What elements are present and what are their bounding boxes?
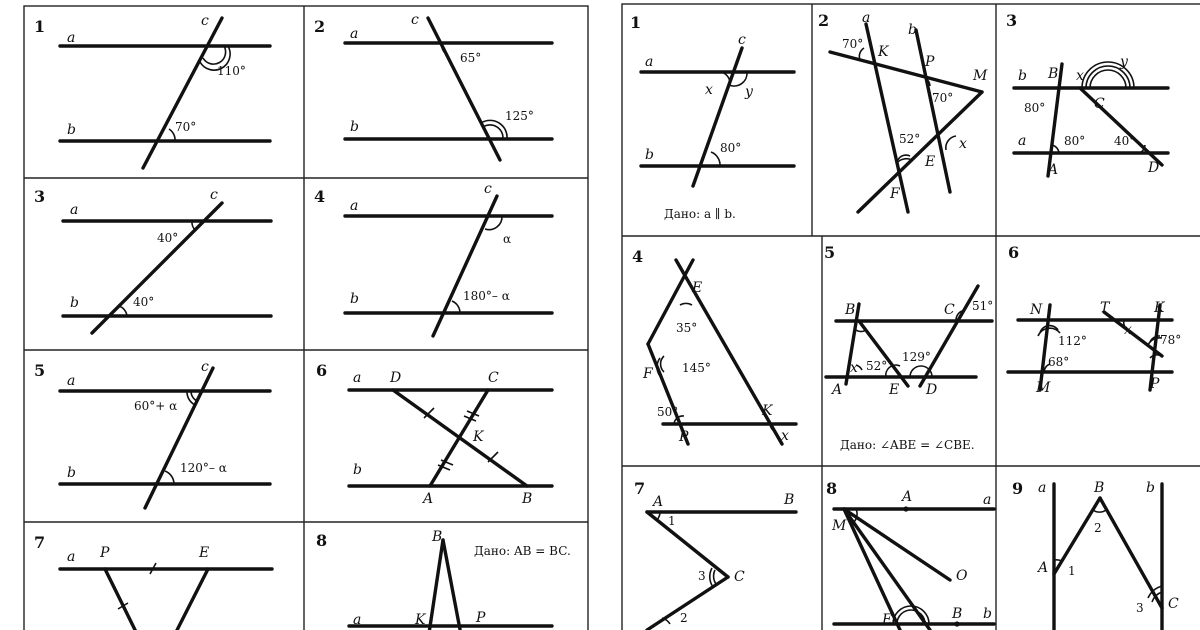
line-label-c: c <box>201 359 209 375</box>
point-label-F: F <box>643 366 653 382</box>
line-label-a: a <box>67 30 76 46</box>
point-label-K: K <box>762 403 773 419</box>
angle-label-x: x <box>850 360 858 376</box>
point-label-C: C <box>944 302 955 318</box>
angle-number-1: 1 <box>668 514 676 528</box>
point-label-E: E <box>199 545 210 561</box>
line-label-c: c <box>201 13 209 29</box>
point-label-E: E <box>889 382 900 398</box>
line-label-a: a <box>67 549 76 565</box>
line-label-a: a <box>70 202 79 218</box>
line-label-a: a <box>353 370 362 386</box>
left-problem-1 <box>34 13 270 168</box>
point-label-P: P <box>679 429 689 445</box>
angle-label-x: x <box>781 428 789 444</box>
angle-label: α <box>503 232 512 246</box>
point-label-P: P <box>476 610 486 626</box>
angle-label: 80° <box>1024 101 1046 115</box>
problem-number: 3 <box>34 187 46 206</box>
angle-label-x: x <box>959 136 967 152</box>
point-label-E: E <box>692 280 703 296</box>
line-label-a: a <box>862 10 871 26</box>
point-label-A: A <box>423 491 434 507</box>
line-label-b: b <box>353 462 362 478</box>
point-label-B: B <box>784 492 795 508</box>
angle-label: 65° <box>460 51 482 65</box>
angle-label-x: x <box>1076 68 1084 84</box>
point-label-C: C <box>1094 96 1105 112</box>
line-label-b: b <box>983 606 992 622</box>
line-label-a: a <box>645 54 654 70</box>
point-label-K: K <box>1154 300 1165 316</box>
problem-number: 2 <box>818 11 830 30</box>
angle-label: 40° <box>1114 134 1136 148</box>
problem-number: 2 <box>314 17 326 36</box>
point-label-D: D <box>390 370 402 386</box>
line-label-c: c <box>484 181 492 197</box>
point-label-P: P <box>100 545 110 561</box>
angle-label: 51° <box>972 299 994 313</box>
line-label-a: a <box>350 26 359 42</box>
angle-label: 40° <box>157 231 179 245</box>
right-problem-3 <box>1006 11 1168 178</box>
point-label-A: A <box>653 494 664 510</box>
problem-number: 5 <box>34 361 46 380</box>
line-label-c: c <box>411 12 419 28</box>
line-label-a: a <box>1038 480 1047 496</box>
right-problem-2 <box>818 10 988 212</box>
line-label-b: b <box>908 22 917 38</box>
angle-label: 145° <box>682 361 711 375</box>
angle-label: 120°– α <box>180 461 227 475</box>
point-label-B: B <box>522 491 533 507</box>
angle-label: 52° <box>899 132 921 146</box>
left-problem-2 <box>314 12 552 160</box>
problem-number: 4 <box>632 247 644 266</box>
angle-label: 50° <box>657 405 679 419</box>
angle-label: 112° <box>1058 334 1087 348</box>
angle-label: 180°– α <box>463 289 510 303</box>
angle-label: 70° <box>842 37 864 51</box>
problem-number: 3 <box>1006 11 1018 30</box>
point-label-C: C <box>1168 596 1179 612</box>
angle-label: 110° <box>217 64 246 78</box>
angle-label: 70° <box>175 120 197 134</box>
left-problem-5 <box>34 359 270 508</box>
angle-label: 60°+ α <box>134 399 178 413</box>
point-label-C: C <box>734 569 745 585</box>
angle-label: 40° <box>133 295 155 309</box>
given-statement: Дано: AB = BC. <box>474 544 571 558</box>
problem-number: 1 <box>34 17 46 36</box>
given-statement: Дано: ∠ABE = ∠CBE. <box>840 438 975 452</box>
point-label-C: C <box>488 370 499 386</box>
point-label-M: M <box>832 518 847 534</box>
point-label-M: M <box>973 68 988 84</box>
line-label-b: b <box>1146 480 1155 496</box>
line-label-c: c <box>738 32 746 48</box>
angle-label: 80° <box>720 141 742 155</box>
line-label-a: a <box>1018 133 1027 149</box>
problem-number: 8 <box>316 531 328 550</box>
left-problem-4 <box>314 181 552 336</box>
problem-number: 5 <box>824 243 836 262</box>
point-label-P: P <box>925 54 935 70</box>
angle-label-y: y <box>1120 54 1128 70</box>
point-label-P: P <box>1150 376 1160 392</box>
angle-label: 129° <box>902 350 931 364</box>
problem-number: 7 <box>34 533 46 552</box>
left-problem-7 <box>34 533 272 630</box>
right-problem-1 <box>630 13 794 221</box>
angle-label-x: x <box>705 82 713 98</box>
point-label-A: A <box>832 382 843 398</box>
point-label-B: B <box>845 302 856 318</box>
line-label-a: a <box>983 492 992 508</box>
angle-number-1: 1 <box>1068 564 1076 578</box>
right-problem-6 <box>1008 243 1181 396</box>
line-label-b: b <box>67 122 76 138</box>
point-label-E: E <box>882 612 893 628</box>
point-label-B: B <box>432 529 443 545</box>
left-problem-8 <box>316 529 571 630</box>
line-label-c: c <box>210 187 218 203</box>
angle-label: 70° <box>932 91 954 105</box>
left-problem-3 <box>34 187 271 333</box>
angle-number-2: 2 <box>680 611 688 625</box>
angle-label: 35° <box>676 321 698 335</box>
right-problem-9 <box>1012 479 1179 630</box>
angle-label: 68° <box>1048 355 1070 369</box>
left-sheet <box>24 6 588 630</box>
point-label-A: A <box>1048 162 1059 178</box>
right-sheet <box>622 4 1200 630</box>
right-problem-4 <box>632 247 796 445</box>
point-label-N: N <box>1030 302 1043 318</box>
angle-label-x: x <box>1124 322 1132 338</box>
point-label-E: E <box>925 154 936 170</box>
given-statement: Дано: a ∥ b. <box>664 207 736 221</box>
point-label-B: B <box>952 606 963 622</box>
angle-label: 125° <box>505 109 534 123</box>
right-problem-7 <box>634 479 796 630</box>
problem-number: 6 <box>1008 243 1020 262</box>
problem-number: 8 <box>826 479 838 498</box>
angle-label: 80° <box>1064 134 1086 148</box>
point-label-D: D <box>926 382 938 398</box>
point-label-D: D <box>1148 160 1160 176</box>
point-label-B: B <box>1094 480 1105 496</box>
angle-number-2: 2 <box>1094 521 1102 535</box>
angle-label: 52° <box>866 359 888 373</box>
left-problem-6 <box>316 361 552 507</box>
problem-number: 1 <box>630 13 642 32</box>
point-label-A: A <box>902 489 913 505</box>
line-label-b: b <box>70 295 79 311</box>
problem-number: 9 <box>1012 479 1024 498</box>
angle-label-y: y <box>745 84 753 100</box>
point-label-M: M <box>1036 380 1051 396</box>
problem-number: 7 <box>634 479 646 498</box>
point-label-A: A <box>1038 560 1049 576</box>
point-label-T: T <box>1100 300 1110 316</box>
angle-number-3: 3 <box>698 569 706 583</box>
right-problem-5 <box>824 243 993 452</box>
point-label-F: F <box>890 186 900 202</box>
right-problem-8 <box>826 479 994 630</box>
point-label-K: K <box>473 429 484 445</box>
problem-number: 6 <box>316 361 328 380</box>
line-label-a: a <box>67 373 76 389</box>
line-label-b: b <box>350 119 359 135</box>
line-label-a: a <box>353 612 362 628</box>
point-label-K: K <box>878 44 889 60</box>
point-label-O: O <box>956 568 968 584</box>
problem-number: 4 <box>314 187 326 206</box>
line-label-b: b <box>1018 68 1027 84</box>
point-label-K: K <box>415 612 426 628</box>
line-label-b: b <box>67 465 76 481</box>
line-label-b: b <box>350 291 359 307</box>
angle-label: 78° <box>1160 333 1182 347</box>
point-label-B: B <box>1048 66 1059 82</box>
line-label-b: b <box>645 147 654 163</box>
line-label-a: a <box>350 198 359 214</box>
angle-number-3: 3 <box>1136 601 1144 615</box>
